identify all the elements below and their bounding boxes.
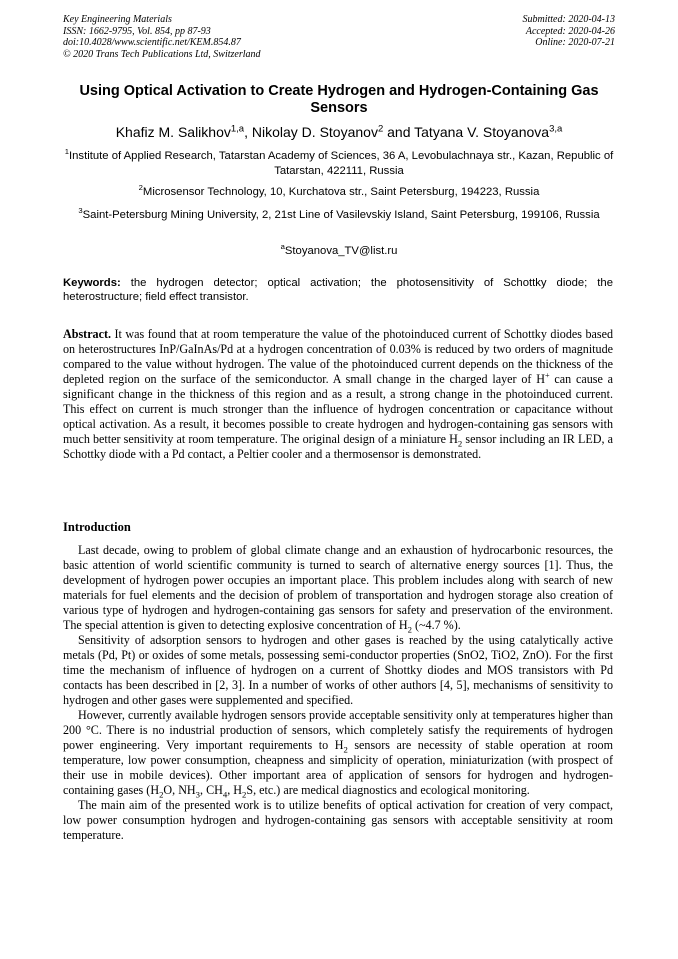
affiliation-text: Institute of Applied Research, Tatarstan Academy of Sciences, 36 A, Levobulachnaya str., Kazan, Republic of Tatarstan, 422111, Russia — [69, 150, 614, 177]
email-mark: a — [280, 242, 285, 252]
subscript: 2 — [407, 624, 412, 635]
submitted-date: Submitted: 2020-04-13 — [522, 14, 615, 25]
superscript: + — [544, 370, 550, 380]
abstract-label: Abstract. — [63, 327, 112, 341]
affiliation-text: Microsensor Technology, 10, Kurchatova str., Saint Petersburg, 194223, Russia — [142, 186, 540, 198]
subscript: 2 — [457, 438, 463, 449]
abstract-text: sensor including an IR LED, a Schottky diode with a Pd contact, a Peltier cooler and a thermosensor is demonstrated. — [63, 432, 613, 461]
subscript: 2 — [159, 789, 164, 800]
subscript: 3 — [195, 789, 201, 800]
paragraph-text: Last decade, owing to problem of global climate change and an exhaustion of hydrocarbonic resources, the basic attention of world scientific community is turned to search of alternative energy sources [1]. Thus, the development of hydrogen power occupies an important place. This problem includes along with search of new materials for fuel elements and the decision of problem of transportation and hydrogen storage also creation of various type of hydrogen and hydrogen-containing gas sensors for safety and preservation of the environment. The special attention is given to detecting explosive concentration of H — [63, 543, 613, 632]
author-separator: and — [383, 124, 415, 140]
author-separator: , — [244, 124, 252, 140]
abstract-text: It was found that at room temperature the value of the photoinduced current of Schottky diodes based on heterostructures InP/GaInAs/Pd at a hydrogen concentration of 0.03% is reduced by two orders of magnitude compared to the value without hydrogen. The value of the photoinduced current depends on the thickness of the depleted region on the surface of the semiconductor. A small change in the charged layer of H — [63, 327, 613, 386]
paragraph-text: S, etc.) are medical diagnostics and ecological monitoring. — [246, 783, 530, 797]
paragraph-text: , CH — [200, 783, 223, 797]
paragraph-text: sensors are necessity of stable operation at room temperature, low power consumption, cheapness and simplicity of operation, miniaturization (with prospect of their use in mobile devices). Other important area of application of sensors for hydrogen and hydrogen-containing gases (H — [63, 738, 613, 797]
affiliation-mark: 1 — [64, 147, 69, 157]
journal-copyright: © 2020 Trans Tech Publications Ltd, Switzerland — [63, 48, 261, 60]
accepted-date: Accepted: 2020-04-26 — [525, 25, 615, 37]
author-name: Khafiz M. Salikhov — [115, 124, 231, 140]
introduction-body — [63, 543, 613, 843]
journal-name: Key Engineering Materials — [63, 14, 172, 25]
affiliation-text: Saint-Petersburg Mining University, 2, 21st Line of Vasilevskiy Island, Saint Petersburg, 199106, Russia — [82, 209, 600, 221]
author-affiliation-mark: 1,a — [230, 123, 245, 135]
abstract-block — [63, 327, 613, 462]
journal-info — [63, 14, 261, 60]
affiliation-3 — [60, 208, 618, 223]
subscript: 2 — [343, 744, 348, 755]
paragraph-text: (~4.7 %). — [411, 618, 461, 632]
keywords-label: Keywords: — [63, 277, 121, 289]
affiliation-mark: 2 — [138, 183, 143, 193]
corresponding-email — [60, 244, 618, 259]
journal-doi[interactable]: doi:10.4028/www.scientific.net/KEM.854.87 — [63, 37, 241, 48]
subscript: 2 — [242, 789, 247, 800]
keywords-text: the hydrogen detector; optical activation; the photosensitivity of Schottky diode; the heterostructure; field effect transistor. — [63, 277, 614, 304]
online-date: Online: 2020-07-21 — [535, 37, 615, 48]
author-name: Tatyana V. Stoyanova — [414, 124, 550, 140]
paragraph-text: , H — [227, 783, 243, 797]
author-name: Nikolay D. Stoyanov — [251, 124, 378, 140]
paragraph — [63, 543, 613, 633]
author-affiliation-mark: 2 — [377, 123, 384, 135]
paragraph-text: However, currently available hydrogen sensors provide acceptable sensitivity only at temperatures higher than 200 °C. There is no industrial production of sensors, which completely satisfy the requirements of hydrogen power engineering. Very important requirements to H — [63, 708, 613, 752]
author-affiliation-mark: 3,a — [549, 123, 563, 135]
paragraph — [63, 708, 613, 798]
paragraph-text: O, NH — [163, 783, 196, 797]
author-list — [40, 124, 638, 141]
affiliation-mark: 3 — [78, 206, 83, 216]
journal-issn: ISSN: 1662-9795, Vol. 854, pp 87-93 — [63, 25, 211, 37]
abstract-text: can cause a significant change in the thickness of this region and as a result, a strong change in the photoinduced current. This effect on current is much stronger than the influence of hydrogen concentration or capacitance without optical activation. As a result, it becomes possible to create hydrogen and hydrogen-containing gas sensors with much better sensitivity at room temperature. The original design of a miniature H — [63, 372, 613, 446]
paragraph: The main aim of the presented work is to utilize benefits of optical activation for creation of very compact, low power consumption hydrogen and hydrogen-containing gas sensors with acceptable sensitivity at room temperature. — [63, 798, 613, 842]
affiliation-2 — [60, 185, 618, 200]
subscript: 4 — [222, 789, 228, 800]
keywords-block — [63, 276, 613, 305]
paragraph: Sensitivity of adsorption sensors to hydrogen and other gases is reached by the using catalytically active metals (Pd, Pt) or oxides of some metals, possessing semi-conductor properties (SnO2, TiO2, ZnO). For the first time the mechanism of influence of hydrogen on a current of Shottky diodes and MOS transistors with Pd contacts has been described in [2, 3]. In a number of works of other authors [4, 5], mechanisms of sensitivity to hydrogen and other gases were supplemented and specified. — [63, 633, 613, 707]
submission-dates — [523, 14, 616, 49]
affiliation-1 — [60, 149, 618, 178]
section-heading: Introduction — [63, 520, 131, 534]
paper-title: Using Optical Activation to Create Hydrogen and Hydrogen-Containing Gas Sensors — [79, 83, 599, 116]
email-link[interactable]: Stoyanova_TV@list.ru — [284, 245, 398, 257]
